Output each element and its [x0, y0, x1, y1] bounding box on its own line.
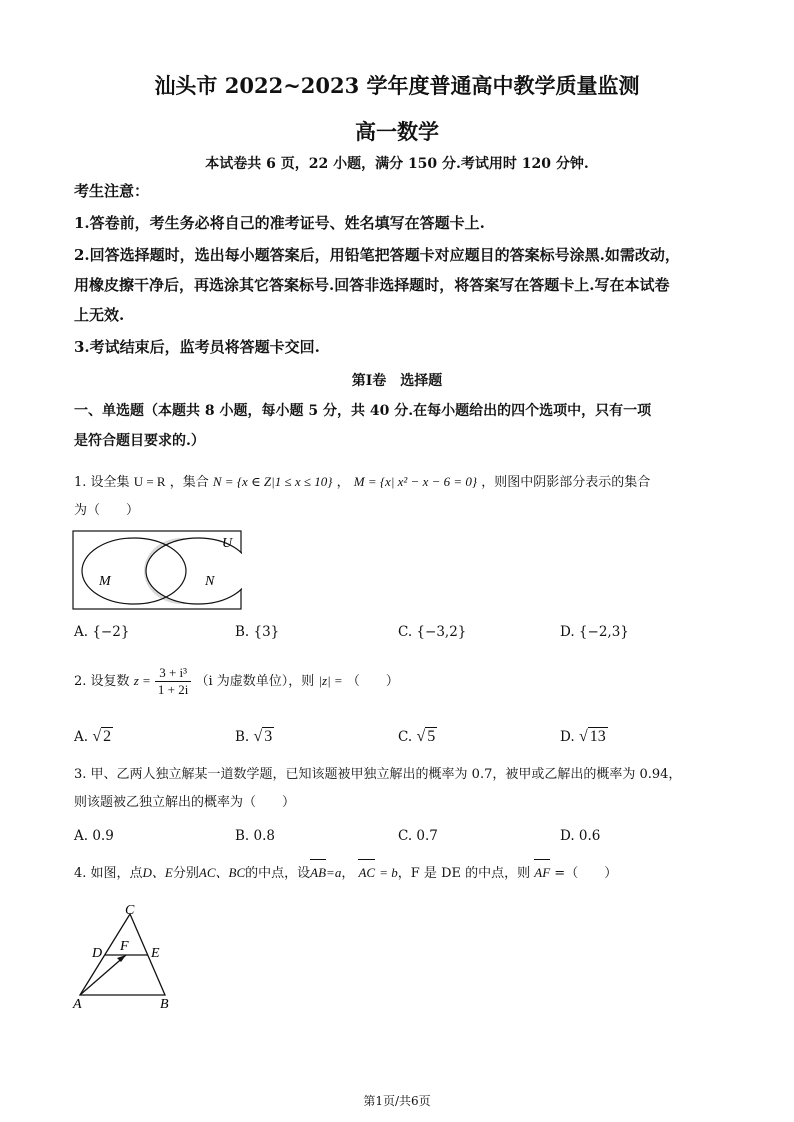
question-1-stem-line2: 为（ ）	[74, 503, 140, 518]
notice-item-2-line1: 2.回答选择题时，选出每小题答案后，用铅笔把答题卡对应题目的答案标号涂黑.如需改动，	[74, 246, 680, 264]
q3-option-d[interactable]: D. 0.6	[560, 828, 601, 844]
q2-option-d[interactable]	[560, 724, 608, 750]
q1-option-b[interactable]: B. {3}	[235, 624, 280, 640]
q2-option-b-radicand: 3	[264, 728, 273, 745]
q1-universe: U = R	[133, 474, 166, 489]
notice-heading: 考生注意：	[74, 182, 150, 200]
q4-vector-ab: AB	[310, 860, 326, 886]
q2-option-a[interactable]	[74, 724, 113, 750]
question-2-stem	[74, 665, 399, 698]
q1-set-n: N = {x ∈ Z|1 ≤ x ≤ 10}	[212, 474, 333, 489]
q1-option-a[interactable]: A. {−2}	[74, 624, 130, 640]
q2-denominator: 1 + 2i	[157, 682, 189, 697]
q4-vector-af: AF	[534, 860, 550, 886]
question-1-stem	[74, 469, 650, 496]
q2-suffix: （i 为虚数单位），则	[195, 674, 315, 689]
label-d: D	[92, 946, 103, 961]
q3-option-b[interactable]: B. 0.8	[235, 828, 275, 844]
q2-numerator: 3 + i³	[155, 665, 191, 682]
q4-prefix: 4. 如图，点	[74, 866, 143, 881]
question-3-stem-line2: 则该题被乙独立解出的概率为（ ）	[74, 795, 296, 810]
q2-option-d-radicand: 13	[589, 728, 606, 745]
venn-label-m: M	[99, 574, 111, 589]
exam-subject: 高一数学	[355, 119, 439, 144]
venn-label-n: N	[205, 574, 215, 589]
q4-mid3: ，F 是 DE 的中点，则	[397, 866, 531, 881]
q4-de: D、E	[142, 865, 173, 880]
q1-option-c[interactable]: C. {−3,2}	[398, 624, 467, 640]
notice-item-1: 1.答卷前，考生务必将自己的准考证号、姓名填写在答题卡上.	[74, 214, 485, 232]
q1-option-d[interactable]: D. {−2,3}	[560, 624, 629, 640]
q2-blank: （ ）	[346, 674, 399, 689]
q2-z: z =	[133, 673, 151, 688]
sqrt-icon: √ 3	[253, 728, 273, 745]
q2-fraction	[155, 665, 191, 698]
segment-af	[80, 955, 126, 995]
q4-mid2: 的中点，设	[245, 866, 311, 881]
part-heading-line2: 是符合题目要求的.）	[74, 433, 205, 449]
q4-acbc: AC、BC	[198, 865, 246, 880]
label-e: E	[151, 946, 160, 961]
q2-option-d-label: D.	[560, 729, 575, 745]
q4-eq-a: =a	[326, 865, 342, 880]
page-number: 第1页/共6页	[363, 1094, 431, 1108]
q4-mid1: 分别	[172, 866, 199, 881]
triangle-figure	[70, 900, 180, 1010]
q4-vector-ac: AC	[358, 860, 375, 886]
sqrt-icon: √ 5	[416, 728, 436, 745]
q2-option-c[interactable]	[398, 724, 437, 750]
label-c: C	[125, 903, 135, 918]
q2-option-b-label: B.	[235, 729, 250, 745]
q1-prefix: 1. 设全集	[74, 475, 130, 490]
part-heading-line1: 一、单选题（本题共 8 小题，每小题 5 分，共 40 分.在每小题给出的四个选项中，只有一项	[74, 403, 652, 419]
q3-option-c[interactable]: C. 0.7	[398, 828, 438, 844]
q2-option-c-radicand: 5	[427, 728, 436, 745]
label-b: B	[160, 997, 169, 1010]
sqrt-icon: √ 13	[578, 728, 606, 745]
sqrt-icon: √ 2	[92, 728, 112, 745]
q2-abs-z: |z| =	[318, 673, 343, 688]
notice-item-2-line2: 用橡皮擦干净后，再选涂其它答案标号.回答非选择题时，将答案写在答题卡上.写在本试卷	[74, 276, 670, 294]
venn-diagram	[72, 530, 242, 610]
q3-option-a[interactable]: A. 0.9	[74, 828, 114, 844]
exam-info: 本试卷共 6 页，22 小题，满分 150 分.考试用时 120 分钟.	[205, 156, 589, 172]
notice-item-3: 3.考试结束后，监考员将答题卡交回.	[74, 338, 320, 356]
question-4-stem	[74, 860, 617, 887]
q2-option-a-label: A.	[74, 729, 89, 745]
q1-mid: ，集合	[169, 475, 209, 490]
q2-option-c-label: C.	[398, 729, 413, 745]
q4-comma: ，	[341, 866, 355, 881]
exam-title: 汕头市 2022~2023 学年度普通高中教学质量监测	[154, 73, 640, 98]
q1-suffix: ，则图中阴影部分表示的集合	[481, 475, 651, 490]
q2-prefix: 2. 设复数	[74, 674, 130, 689]
question-3-stem-line1: 3. 甲、乙两人独立解某一道数学题，已知该题被甲独立解出的概率为 0.7，被甲或乙解出的概率为 0.94，	[74, 767, 682, 782]
label-a: A	[73, 997, 82, 1010]
q2-option-a-radicand: 2	[103, 728, 112, 745]
q1-comma: ，	[336, 475, 350, 490]
notice-item-2-line3: 上无效.	[74, 306, 125, 324]
q4-eq-b: = b	[379, 865, 398, 880]
q1-set-m: M = {x| x² − x − 6 = 0}	[353, 474, 478, 489]
q2-option-b[interactable]	[235, 724, 274, 750]
label-f: F	[120, 939, 129, 954]
section-title: 第Ⅰ卷 选择题	[351, 373, 443, 389]
q4-tail: =（ ）	[554, 866, 618, 881]
venn-label-u: U	[222, 536, 233, 551]
